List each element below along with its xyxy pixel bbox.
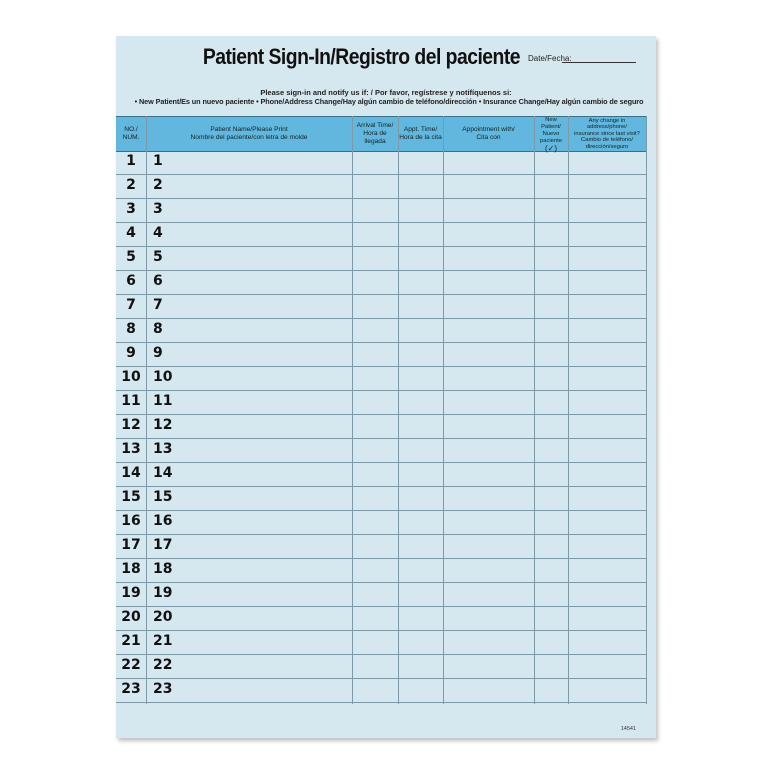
- col-header-text: Arrival Time/: [356, 122, 394, 129]
- col-header-any-change: [568, 117, 646, 151]
- date-field[interactable]: [562, 62, 636, 63]
- column-divider: [534, 116, 535, 704]
- table-row[interactable]: [116, 607, 646, 631]
- patient-name-number: 12: [153, 417, 173, 433]
- patient-name-number: 13: [153, 441, 173, 457]
- col-header-text: NO./: [124, 126, 138, 133]
- col-header-appt-time: [398, 117, 443, 151]
- table-row[interactable]: [116, 223, 646, 247]
- notice-line-1: Please sign-in and notify us if: / Por favor, regístrese y notifíquenos si:: [260, 88, 512, 97]
- patient-name-number: 9: [153, 345, 163, 361]
- table-row[interactable]: [116, 655, 646, 679]
- col-header-new-patient: [534, 117, 568, 151]
- table-row[interactable]: [116, 559, 646, 583]
- row-number: 4: [126, 225, 136, 241]
- date-label: Date/Fecha:: [528, 54, 572, 63]
- patient-name-number: 23: [153, 681, 173, 697]
- col-header-text: Patient Name/Please Print: [210, 126, 288, 133]
- table-row[interactable]: [116, 247, 646, 271]
- row-number: 14: [121, 465, 141, 481]
- col-header-text: Appointment with/: [462, 126, 515, 133]
- col-header-text: Any change in address/phone/: [587, 117, 627, 131]
- table-row[interactable]: [116, 463, 646, 487]
- table-row[interactable]: [116, 199, 646, 223]
- row-number: 21: [121, 633, 141, 649]
- patient-name-number: 3: [153, 201, 163, 217]
- table-row[interactable]: [116, 439, 646, 463]
- column-divider: [146, 116, 147, 704]
- row-number: 12: [121, 417, 141, 433]
- notice-line-2: • New Patient/Es un nuevo paciente • Phone/Address Change/Hay algún cambio de teléfono/dirección • Insurance Change/Hay algún cambio de seguro: [134, 97, 644, 106]
- row-number: 18: [121, 561, 141, 577]
- patient-name-number: 8: [153, 321, 163, 337]
- table-row[interactable]: [116, 295, 646, 319]
- patient-name-number: 19: [153, 585, 173, 601]
- checkmark-icon: (✓): [544, 143, 558, 153]
- patient-name-number: 21: [153, 633, 173, 649]
- row-number: 9: [126, 345, 136, 361]
- table-row[interactable]: [116, 319, 646, 343]
- row-number: 22: [121, 657, 141, 673]
- table-row[interactable]: [116, 415, 646, 439]
- patient-name-number: 6: [153, 273, 163, 289]
- table-row[interactable]: [116, 631, 646, 655]
- col-header-text: Appt. Time/: [403, 126, 438, 133]
- table-row[interactable]: [116, 271, 646, 295]
- row-number: 8: [126, 321, 136, 337]
- table-row[interactable]: [116, 367, 646, 391]
- column-divider: [568, 116, 569, 704]
- row-number: 13: [121, 441, 141, 457]
- patient-name-number: 11: [153, 393, 173, 409]
- form-number: 14541: [620, 726, 636, 732]
- table-row[interactable]: [116, 583, 646, 607]
- patient-name-number: 16: [153, 513, 173, 529]
- patient-name-number: 18: [153, 561, 173, 577]
- row-number: 19: [121, 585, 141, 601]
- col-header-text: New Patient/: [541, 116, 561, 130]
- row-number: 17: [121, 537, 141, 553]
- patient-name-number: 5: [153, 249, 163, 265]
- patient-name-number: 20: [153, 609, 173, 625]
- row-number: 2: [126, 177, 136, 193]
- table-row[interactable]: [116, 151, 646, 175]
- patient-name-number: 10: [153, 369, 173, 385]
- row-number: 1: [126, 153, 136, 169]
- patient-name-number: 14: [153, 465, 173, 481]
- col-header-text: Nombre del paciente/con letra de molde: [190, 134, 308, 141]
- row-number: 5: [126, 249, 136, 265]
- patient-name-number: 15: [153, 489, 173, 505]
- form-title: Patient Sign-In/Registro del paciente: [202, 44, 520, 69]
- row-number: 6: [126, 273, 136, 289]
- table-row[interactable]: [116, 175, 646, 199]
- column-divider: [352, 116, 353, 704]
- table-row[interactable]: [116, 679, 646, 703]
- patient-name-number: 17: [153, 537, 173, 553]
- table-row[interactable]: [116, 391, 646, 415]
- patient-name-number: 22: [153, 657, 173, 673]
- col-header-arrival-time: [352, 117, 398, 151]
- column-divider: [646, 116, 647, 704]
- col-header-text: NUM.: [122, 134, 140, 141]
- col-header-text: Hora de la cita: [399, 134, 442, 141]
- patient-name-number: 1: [153, 153, 163, 169]
- row-number: 23: [121, 681, 141, 697]
- col-header-text: Cita con: [476, 134, 501, 141]
- col-header-text: Cambio de teléfono/: [581, 137, 633, 144]
- col-header-appointment-with: [443, 117, 534, 151]
- col-header-text: Hora de llegada: [363, 130, 387, 145]
- patient-name-number: 7: [153, 297, 163, 313]
- col-header-text: insurance since last visit?: [574, 130, 640, 137]
- col-header-text: Nuevo paciente: [540, 130, 562, 144]
- col-header-patient-name: [146, 117, 352, 151]
- patient-name-number: 4: [153, 225, 163, 241]
- table-row[interactable]: [116, 343, 646, 367]
- table-row[interactable]: [116, 511, 646, 535]
- row-number: 10: [121, 369, 141, 385]
- row-number: 15: [121, 489, 141, 505]
- table-row[interactable]: [116, 535, 646, 559]
- table-header: [116, 116, 646, 152]
- row-number: 16: [121, 513, 141, 529]
- column-divider: [443, 116, 444, 704]
- row-number: 7: [126, 297, 136, 313]
- row-number: 3: [126, 201, 136, 217]
- column-divider: [398, 116, 399, 704]
- sign-in-sheet: [116, 36, 656, 738]
- table-row[interactable]: [116, 487, 646, 511]
- col-header-number: [116, 117, 146, 151]
- col-header-text: dirección/seguro: [585, 143, 629, 150]
- row-number: 11: [121, 393, 141, 409]
- row-number: 20: [121, 609, 141, 625]
- patient-name-number: 2: [153, 177, 163, 193]
